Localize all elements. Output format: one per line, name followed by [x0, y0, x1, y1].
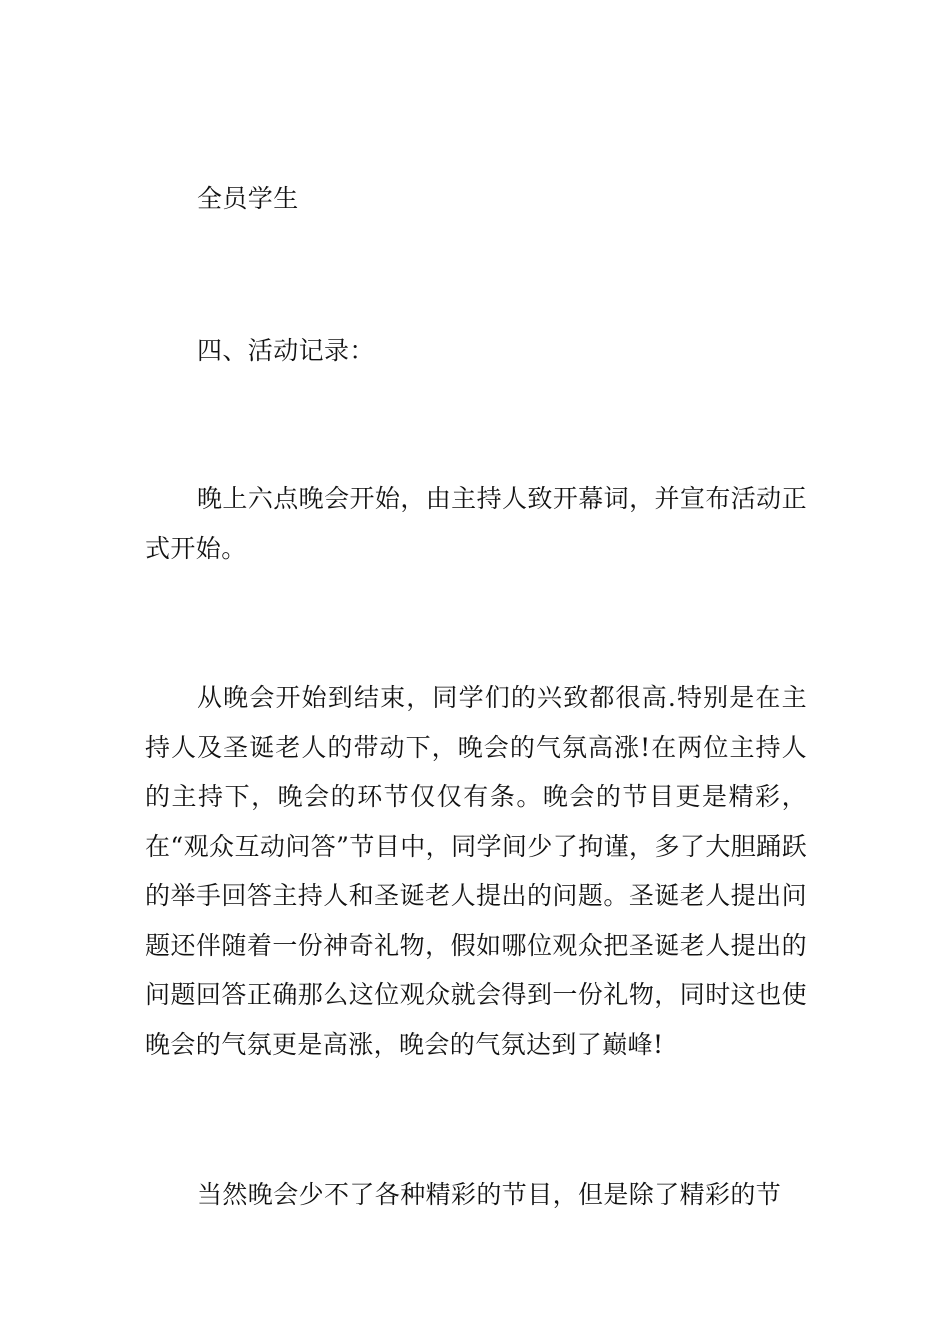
- paragraph-opening: 晚上六点晚会开始，由主持人致开幕词，并宣布活动正式开始。: [145, 484, 807, 563]
- paragraph-programs: 当然晚会少不了各种精彩的节目，但是除了精彩的节: [197, 1180, 782, 1209]
- section-heading-activity-record: 四、活动记录：: [197, 336, 375, 365]
- paragraph-atmosphere: 从晚会开始到结束，同学们的兴致都很高.特别是在主持人及圣诞老人的带动下，晚会的气氛高涨!在两位主持人的主持下，晚会的环节仅仅有条。晚会的节目更是精彩，在“观众互动问答”节目中，同学间少了拘谨，多了大胆踊跃的举手回答主持人和圣诞老人提出的问题。圣诞老人提出问题还伴随着一份神奇礼物，假如哪位观众把圣诞老人提出的问题回答正确那么这位观众就会得到一份礼物，同时这也使晚会的气氛更是高涨，晚会的气氛达到了巅峰!: [145, 683, 807, 1059]
- paragraph-participants: 全员学生: [197, 184, 299, 213]
